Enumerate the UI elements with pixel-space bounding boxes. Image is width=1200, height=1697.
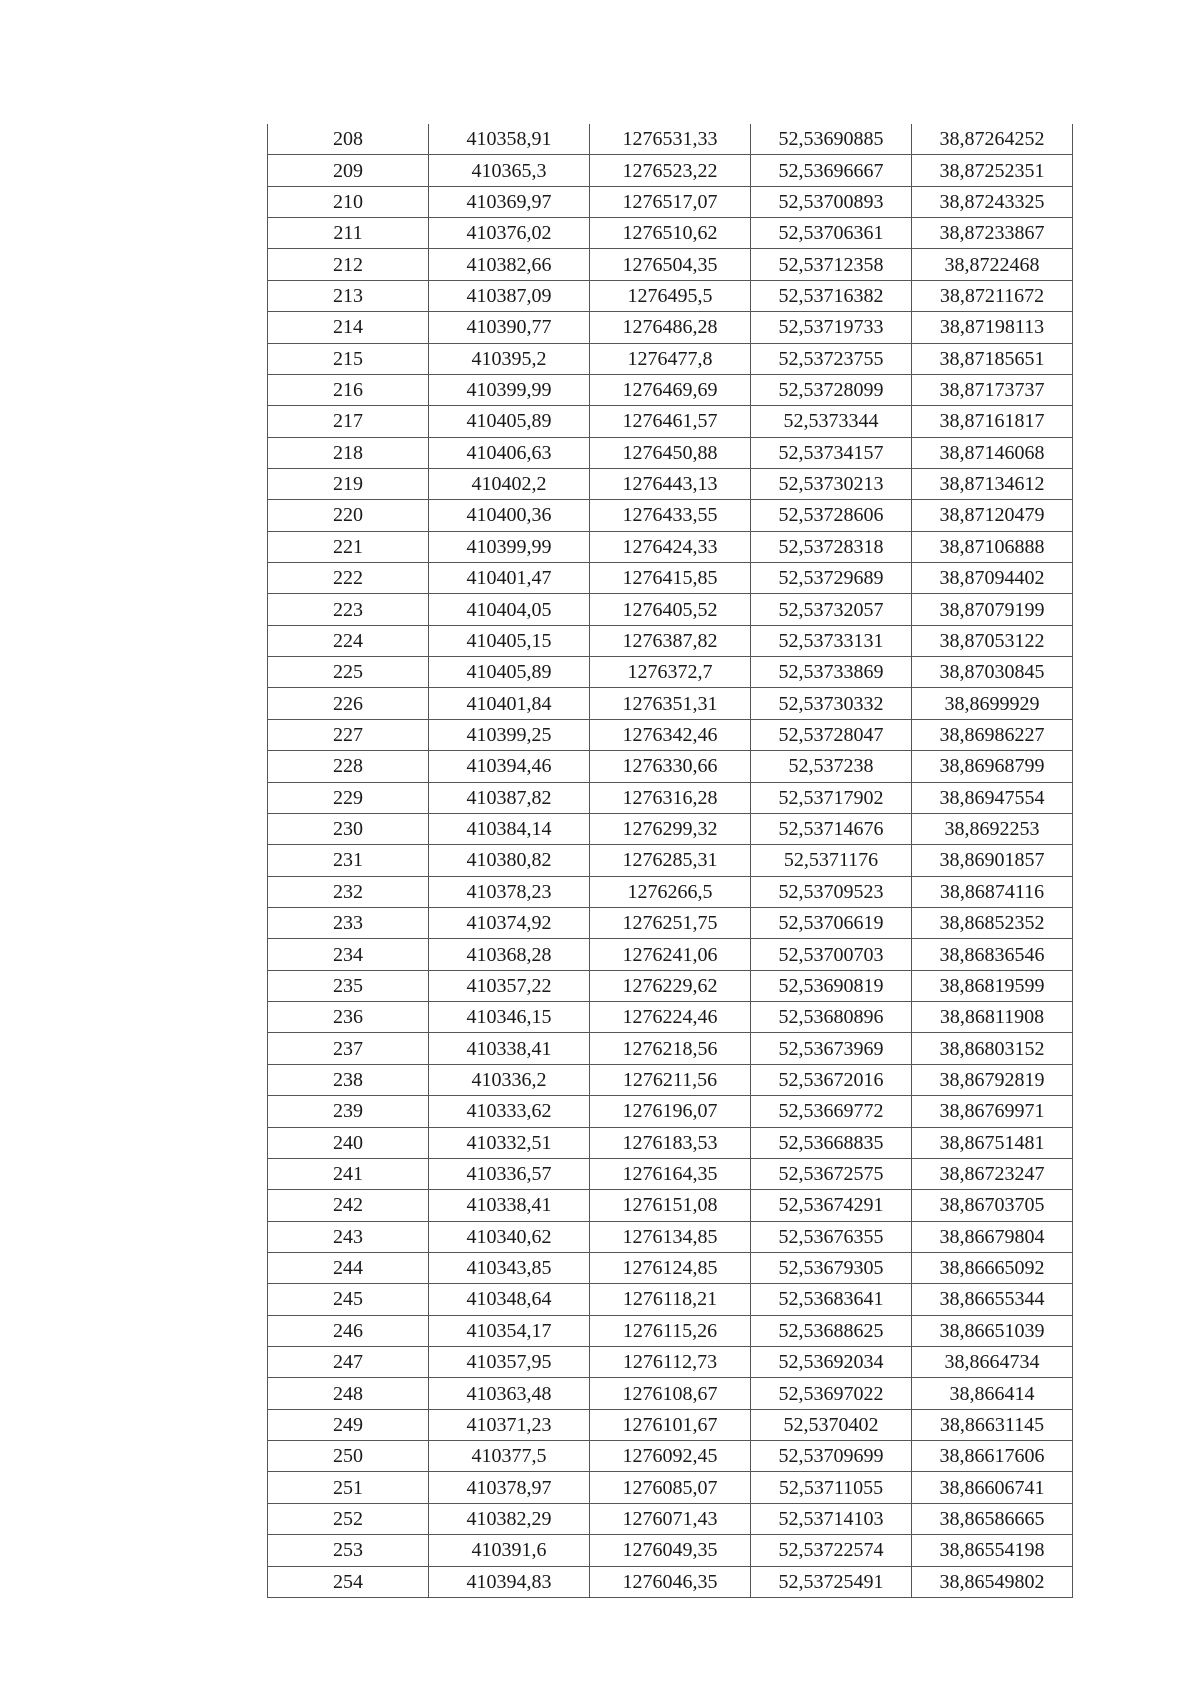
point-number-cell: 215 <box>268 343 429 374</box>
x-coordinate-cell: 410340,62 <box>429 1221 590 1252</box>
table-row <box>268 1002 1073 1033</box>
x-coordinate-cell: 410357,95 <box>429 1347 590 1378</box>
point-number-cell: 242 <box>268 1190 429 1221</box>
x-coordinate-cell: 410378,23 <box>429 876 590 907</box>
latitude-cell: 52,53728099 <box>751 374 912 405</box>
table-row <box>268 1033 1073 1064</box>
point-number-cell: 228 <box>268 751 429 782</box>
x-coordinate-cell: 410399,99 <box>429 531 590 562</box>
point-number-cell: 254 <box>268 1566 429 1597</box>
point-number-cell: 226 <box>268 688 429 719</box>
y-coordinate-cell: 1276124,85 <box>590 1252 751 1283</box>
longitude-cell: 38,86811908 <box>912 1002 1073 1033</box>
point-number-cell: 220 <box>268 500 429 531</box>
y-coordinate-cell: 1276218,56 <box>590 1033 751 1064</box>
latitude-cell: 52,53728047 <box>751 719 912 750</box>
x-coordinate-cell: 410363,48 <box>429 1378 590 1409</box>
latitude-cell: 52,53725491 <box>751 1566 912 1597</box>
longitude-cell: 38,86874116 <box>912 876 1073 907</box>
y-coordinate-cell: 1276486,28 <box>590 312 751 343</box>
longitude-cell: 38,86852352 <box>912 907 1073 938</box>
point-number-cell: 217 <box>268 406 429 437</box>
x-coordinate-cell: 410384,14 <box>429 813 590 844</box>
table-row <box>268 1096 1073 1127</box>
x-coordinate-cell: 410378,97 <box>429 1472 590 1503</box>
x-coordinate-cell: 410400,36 <box>429 500 590 531</box>
y-coordinate-cell: 1276112,73 <box>590 1347 751 1378</box>
latitude-cell: 52,53680896 <box>751 1002 912 1033</box>
longitude-cell: 38,87211672 <box>912 280 1073 311</box>
latitude-cell: 52,53692034 <box>751 1347 912 1378</box>
longitude-cell: 38,86819599 <box>912 970 1073 1001</box>
longitude-cell: 38,86617606 <box>912 1441 1073 1472</box>
x-coordinate-cell: 410390,77 <box>429 312 590 343</box>
point-number-cell: 219 <box>268 468 429 499</box>
y-coordinate-cell: 1276151,08 <box>590 1190 751 1221</box>
longitude-cell: 38,87053122 <box>912 625 1073 656</box>
table-row <box>268 468 1073 499</box>
x-coordinate-cell: 410395,2 <box>429 343 590 374</box>
y-coordinate-cell: 1276510,62 <box>590 218 751 249</box>
y-coordinate-cell: 1276415,85 <box>590 563 751 594</box>
latitude-cell: 52,53734157 <box>751 437 912 468</box>
y-coordinate-cell: 1276523,22 <box>590 155 751 186</box>
y-coordinate-cell: 1276092,45 <box>590 1441 751 1472</box>
point-number-cell: 245 <box>268 1284 429 1315</box>
y-coordinate-cell: 1276299,32 <box>590 813 751 844</box>
point-number-cell: 237 <box>268 1033 429 1064</box>
longitude-cell: 38,8692253 <box>912 813 1073 844</box>
table-row <box>268 1472 1073 1503</box>
table-row <box>268 939 1073 970</box>
latitude-cell: 52,53690885 <box>751 124 912 155</box>
y-coordinate-cell: 1276342,46 <box>590 719 751 750</box>
latitude-cell: 52,5373344 <box>751 406 912 437</box>
longitude-cell: 38,8722468 <box>912 249 1073 280</box>
point-number-cell: 209 <box>268 155 429 186</box>
point-number-cell: 212 <box>268 249 429 280</box>
y-coordinate-cell: 1276443,13 <box>590 468 751 499</box>
table-row <box>268 657 1073 688</box>
table-row <box>268 312 1073 343</box>
point-number-cell: 239 <box>268 1096 429 1127</box>
longitude-cell: 38,87173737 <box>912 374 1073 405</box>
table-row <box>268 1221 1073 1252</box>
latitude-cell: 52,53728606 <box>751 500 912 531</box>
point-number-cell: 249 <box>268 1409 429 1440</box>
point-number-cell: 251 <box>268 1472 429 1503</box>
table-row <box>268 719 1073 750</box>
latitude-cell: 52,53672016 <box>751 1064 912 1095</box>
x-coordinate-cell: 410380,82 <box>429 845 590 876</box>
table-row <box>268 1503 1073 1534</box>
longitude-cell: 38,86549802 <box>912 1566 1073 1597</box>
table-row <box>268 186 1073 217</box>
table-row <box>268 437 1073 468</box>
table-row <box>268 249 1073 280</box>
longitude-cell: 38,866414 <box>912 1378 1073 1409</box>
longitude-cell: 38,87264252 <box>912 124 1073 155</box>
y-coordinate-cell: 1276101,67 <box>590 1409 751 1440</box>
longitude-cell: 38,86769971 <box>912 1096 1073 1127</box>
x-coordinate-cell: 410354,17 <box>429 1315 590 1346</box>
table-row <box>268 1064 1073 1095</box>
point-number-cell: 235 <box>268 970 429 1001</box>
latitude-cell: 52,53690819 <box>751 970 912 1001</box>
x-coordinate-cell: 410406,63 <box>429 437 590 468</box>
point-number-cell: 214 <box>268 312 429 343</box>
point-number-cell: 243 <box>268 1221 429 1252</box>
table-row <box>268 751 1073 782</box>
longitude-cell: 38,86655344 <box>912 1284 1073 1315</box>
table-row <box>268 155 1073 186</box>
x-coordinate-cell: 410365,3 <box>429 155 590 186</box>
coordinates-table-body <box>268 124 1073 1597</box>
latitude-cell: 52,53733131 <box>751 625 912 656</box>
longitude-cell: 38,86586665 <box>912 1503 1073 1534</box>
point-number-cell: 248 <box>268 1378 429 1409</box>
latitude-cell: 52,53700703 <box>751 939 912 970</box>
latitude-cell: 52,53716382 <box>751 280 912 311</box>
table-row <box>268 845 1073 876</box>
y-coordinate-cell: 1276433,55 <box>590 500 751 531</box>
table-row <box>268 1441 1073 1472</box>
y-coordinate-cell: 1276517,07 <box>590 186 751 217</box>
point-number-cell: 232 <box>268 876 429 907</box>
y-coordinate-cell: 1276316,28 <box>590 782 751 813</box>
table-row <box>268 1347 1073 1378</box>
y-coordinate-cell: 1276049,35 <box>590 1535 751 1566</box>
latitude-cell: 52,53722574 <box>751 1535 912 1566</box>
x-coordinate-cell: 410346,15 <box>429 1002 590 1033</box>
y-coordinate-cell: 1276196,07 <box>590 1096 751 1127</box>
point-number-cell: 208 <box>268 124 429 155</box>
y-coordinate-cell: 1276085,07 <box>590 1472 751 1503</box>
table-row <box>268 876 1073 907</box>
y-coordinate-cell: 1276531,33 <box>590 124 751 155</box>
latitude-cell: 52,53723755 <box>751 343 912 374</box>
y-coordinate-cell: 1276071,43 <box>590 1503 751 1534</box>
latitude-cell: 52,53714103 <box>751 1503 912 1534</box>
longitude-cell: 38,86986227 <box>912 719 1073 750</box>
y-coordinate-cell: 1276495,5 <box>590 280 751 311</box>
y-coordinate-cell: 1276387,82 <box>590 625 751 656</box>
point-number-cell: 218 <box>268 437 429 468</box>
longitude-cell: 38,8664734 <box>912 1347 1073 1378</box>
point-number-cell: 253 <box>268 1535 429 1566</box>
latitude-cell: 52,53709523 <box>751 876 912 907</box>
x-coordinate-cell: 410336,57 <box>429 1158 590 1189</box>
x-coordinate-cell: 410338,41 <box>429 1190 590 1221</box>
point-number-cell: 224 <box>268 625 429 656</box>
table-row <box>268 343 1073 374</box>
y-coordinate-cell: 1276372,7 <box>590 657 751 688</box>
y-coordinate-cell: 1276183,53 <box>590 1127 751 1158</box>
x-coordinate-cell: 410348,64 <box>429 1284 590 1315</box>
x-coordinate-cell: 410368,28 <box>429 939 590 970</box>
table-row <box>268 625 1073 656</box>
point-number-cell: 216 <box>268 374 429 405</box>
table-row <box>268 1409 1073 1440</box>
longitude-cell: 38,86723247 <box>912 1158 1073 1189</box>
y-coordinate-cell: 1276450,88 <box>590 437 751 468</box>
latitude-cell: 52,53717902 <box>751 782 912 813</box>
point-number-cell: 246 <box>268 1315 429 1346</box>
x-coordinate-cell: 410402,2 <box>429 468 590 499</box>
longitude-cell: 38,86947554 <box>912 782 1073 813</box>
point-number-cell: 238 <box>268 1064 429 1095</box>
table-row <box>268 280 1073 311</box>
latitude-cell: 52,53674291 <box>751 1190 912 1221</box>
point-number-cell: 231 <box>268 845 429 876</box>
y-coordinate-cell: 1276134,85 <box>590 1221 751 1252</box>
longitude-cell: 38,87198113 <box>912 312 1073 343</box>
x-coordinate-cell: 410394,46 <box>429 751 590 782</box>
longitude-cell: 38,86836546 <box>912 939 1073 970</box>
x-coordinate-cell: 410333,62 <box>429 1096 590 1127</box>
table-row <box>268 1252 1073 1283</box>
x-coordinate-cell: 410401,84 <box>429 688 590 719</box>
x-coordinate-cell: 410377,5 <box>429 1441 590 1472</box>
table-row <box>268 124 1073 155</box>
longitude-cell: 38,86792819 <box>912 1064 1073 1095</box>
y-coordinate-cell: 1276118,21 <box>590 1284 751 1315</box>
table-row <box>268 406 1073 437</box>
point-number-cell: 247 <box>268 1347 429 1378</box>
y-coordinate-cell: 1276477,8 <box>590 343 751 374</box>
table-row <box>268 1284 1073 1315</box>
longitude-cell: 38,87120479 <box>912 500 1073 531</box>
longitude-cell: 38,86651039 <box>912 1315 1073 1346</box>
y-coordinate-cell: 1276504,35 <box>590 249 751 280</box>
x-coordinate-cell: 410399,99 <box>429 374 590 405</box>
x-coordinate-cell: 410336,2 <box>429 1064 590 1095</box>
table-row <box>268 531 1073 562</box>
latitude-cell: 52,53668835 <box>751 1127 912 1158</box>
longitude-cell: 38,86901857 <box>912 845 1073 876</box>
latitude-cell: 52,53709699 <box>751 1441 912 1472</box>
table-row <box>268 500 1073 531</box>
point-number-cell: 240 <box>268 1127 429 1158</box>
x-coordinate-cell: 410387,82 <box>429 782 590 813</box>
y-coordinate-cell: 1276461,57 <box>590 406 751 437</box>
longitude-cell: 38,86554198 <box>912 1535 1073 1566</box>
x-coordinate-cell: 410394,83 <box>429 1566 590 1597</box>
y-coordinate-cell: 1276351,31 <box>590 688 751 719</box>
table-row <box>268 1158 1073 1189</box>
latitude-cell: 52,53700893 <box>751 186 912 217</box>
longitude-cell: 38,87079199 <box>912 594 1073 625</box>
y-coordinate-cell: 1276251,75 <box>590 907 751 938</box>
y-coordinate-cell: 1276211,56 <box>590 1064 751 1095</box>
x-coordinate-cell: 410343,85 <box>429 1252 590 1283</box>
latitude-cell: 52,5371176 <box>751 845 912 876</box>
x-coordinate-cell: 410371,23 <box>429 1409 590 1440</box>
point-number-cell: 222 <box>268 563 429 594</box>
latitude-cell: 52,53711055 <box>751 1472 912 1503</box>
latitude-cell: 52,53706619 <box>751 907 912 938</box>
y-coordinate-cell: 1276046,35 <box>590 1566 751 1597</box>
latitude-cell: 52,53712358 <box>751 249 912 280</box>
table-row <box>268 1566 1073 1597</box>
x-coordinate-cell: 410376,02 <box>429 218 590 249</box>
latitude-cell: 52,53733869 <box>751 657 912 688</box>
latitude-cell: 52,53714676 <box>751 813 912 844</box>
longitude-cell: 38,86665092 <box>912 1252 1073 1283</box>
y-coordinate-cell: 1276108,67 <box>590 1378 751 1409</box>
x-coordinate-cell: 410382,66 <box>429 249 590 280</box>
latitude-cell: 52,53673969 <box>751 1033 912 1064</box>
latitude-cell: 52,53730213 <box>751 468 912 499</box>
longitude-cell: 38,86631145 <box>912 1409 1073 1440</box>
longitude-cell: 38,87106888 <box>912 531 1073 562</box>
latitude-cell: 52,53706361 <box>751 218 912 249</box>
x-coordinate-cell: 410358,91 <box>429 124 590 155</box>
latitude-cell: 52,53728318 <box>751 531 912 562</box>
x-coordinate-cell: 410391,6 <box>429 1535 590 1566</box>
latitude-cell: 52,53732057 <box>751 594 912 625</box>
latitude-cell: 52,53672575 <box>751 1158 912 1189</box>
x-coordinate-cell: 410405,89 <box>429 657 590 688</box>
x-coordinate-cell: 410405,15 <box>429 625 590 656</box>
point-number-cell: 221 <box>268 531 429 562</box>
y-coordinate-cell: 1276405,52 <box>590 594 751 625</box>
x-coordinate-cell: 410369,97 <box>429 186 590 217</box>
x-coordinate-cell: 410405,89 <box>429 406 590 437</box>
y-coordinate-cell: 1276164,35 <box>590 1158 751 1189</box>
y-coordinate-cell: 1276224,46 <box>590 1002 751 1033</box>
x-coordinate-cell: 410332,51 <box>429 1127 590 1158</box>
point-number-cell: 236 <box>268 1002 429 1033</box>
longitude-cell: 38,86751481 <box>912 1127 1073 1158</box>
coordinates-table <box>267 124 1073 1598</box>
point-number-cell: 225 <box>268 657 429 688</box>
longitude-cell: 38,86968799 <box>912 751 1073 782</box>
longitude-cell: 38,87134612 <box>912 468 1073 499</box>
y-coordinate-cell: 1276424,33 <box>590 531 751 562</box>
point-number-cell: 250 <box>268 1441 429 1472</box>
latitude-cell: 52,53697022 <box>751 1378 912 1409</box>
latitude-cell: 52,53696667 <box>751 155 912 186</box>
y-coordinate-cell: 1276330,66 <box>590 751 751 782</box>
latitude-cell: 52,537238 <box>751 751 912 782</box>
longitude-cell: 38,86703705 <box>912 1190 1073 1221</box>
longitude-cell: 38,86606741 <box>912 1472 1073 1503</box>
y-coordinate-cell: 1276229,62 <box>590 970 751 1001</box>
x-coordinate-cell: 410401,47 <box>429 563 590 594</box>
table-row <box>268 594 1073 625</box>
longitude-cell: 38,87252351 <box>912 155 1073 186</box>
x-coordinate-cell: 410404,05 <box>429 594 590 625</box>
point-number-cell: 241 <box>268 1158 429 1189</box>
latitude-cell: 52,53730332 <box>751 688 912 719</box>
longitude-cell: 38,87233867 <box>912 218 1073 249</box>
point-number-cell: 234 <box>268 939 429 970</box>
table-row <box>268 907 1073 938</box>
x-coordinate-cell: 410338,41 <box>429 1033 590 1064</box>
x-coordinate-cell: 410374,92 <box>429 907 590 938</box>
longitude-cell: 38,8699929 <box>912 688 1073 719</box>
x-coordinate-cell: 410357,22 <box>429 970 590 1001</box>
point-number-cell: 211 <box>268 218 429 249</box>
point-number-cell: 210 <box>268 186 429 217</box>
longitude-cell: 38,87146068 <box>912 437 1073 468</box>
latitude-cell: 52,53676355 <box>751 1221 912 1252</box>
point-number-cell: 252 <box>268 1503 429 1534</box>
table-row <box>268 782 1073 813</box>
point-number-cell: 233 <box>268 907 429 938</box>
latitude-cell: 52,53719733 <box>751 312 912 343</box>
table-row <box>268 1190 1073 1221</box>
x-coordinate-cell: 410399,25 <box>429 719 590 750</box>
longitude-cell: 38,87094402 <box>912 563 1073 594</box>
point-number-cell: 227 <box>268 719 429 750</box>
table-row <box>268 970 1073 1001</box>
y-coordinate-cell: 1276266,5 <box>590 876 751 907</box>
point-number-cell: 223 <box>268 594 429 625</box>
latitude-cell: 52,53688625 <box>751 1315 912 1346</box>
longitude-cell: 38,87161817 <box>912 406 1073 437</box>
y-coordinate-cell: 1276115,26 <box>590 1315 751 1346</box>
x-coordinate-cell: 410387,09 <box>429 280 590 311</box>
table-row <box>268 218 1073 249</box>
table-row <box>268 813 1073 844</box>
latitude-cell: 52,53683641 <box>751 1284 912 1315</box>
longitude-cell: 38,87030845 <box>912 657 1073 688</box>
table-row <box>268 563 1073 594</box>
latitude-cell: 52,53729689 <box>751 563 912 594</box>
y-coordinate-cell: 1276285,31 <box>590 845 751 876</box>
latitude-cell: 52,5370402 <box>751 1409 912 1440</box>
point-number-cell: 229 <box>268 782 429 813</box>
longitude-cell: 38,87243325 <box>912 186 1073 217</box>
table-row <box>268 1315 1073 1346</box>
latitude-cell: 52,53679305 <box>751 1252 912 1283</box>
point-number-cell: 244 <box>268 1252 429 1283</box>
longitude-cell: 38,87185651 <box>912 343 1073 374</box>
table-row <box>268 1378 1073 1409</box>
x-coordinate-cell: 410382,29 <box>429 1503 590 1534</box>
latitude-cell: 52,53669772 <box>751 1096 912 1127</box>
longitude-cell: 38,86803152 <box>912 1033 1073 1064</box>
table-row <box>268 688 1073 719</box>
point-number-cell: 213 <box>268 280 429 311</box>
y-coordinate-cell: 1276241,06 <box>590 939 751 970</box>
table-row <box>268 374 1073 405</box>
point-number-cell: 230 <box>268 813 429 844</box>
table-row <box>268 1535 1073 1566</box>
longitude-cell: 38,86679804 <box>912 1221 1073 1252</box>
y-coordinate-cell: 1276469,69 <box>590 374 751 405</box>
table-row <box>268 1127 1073 1158</box>
